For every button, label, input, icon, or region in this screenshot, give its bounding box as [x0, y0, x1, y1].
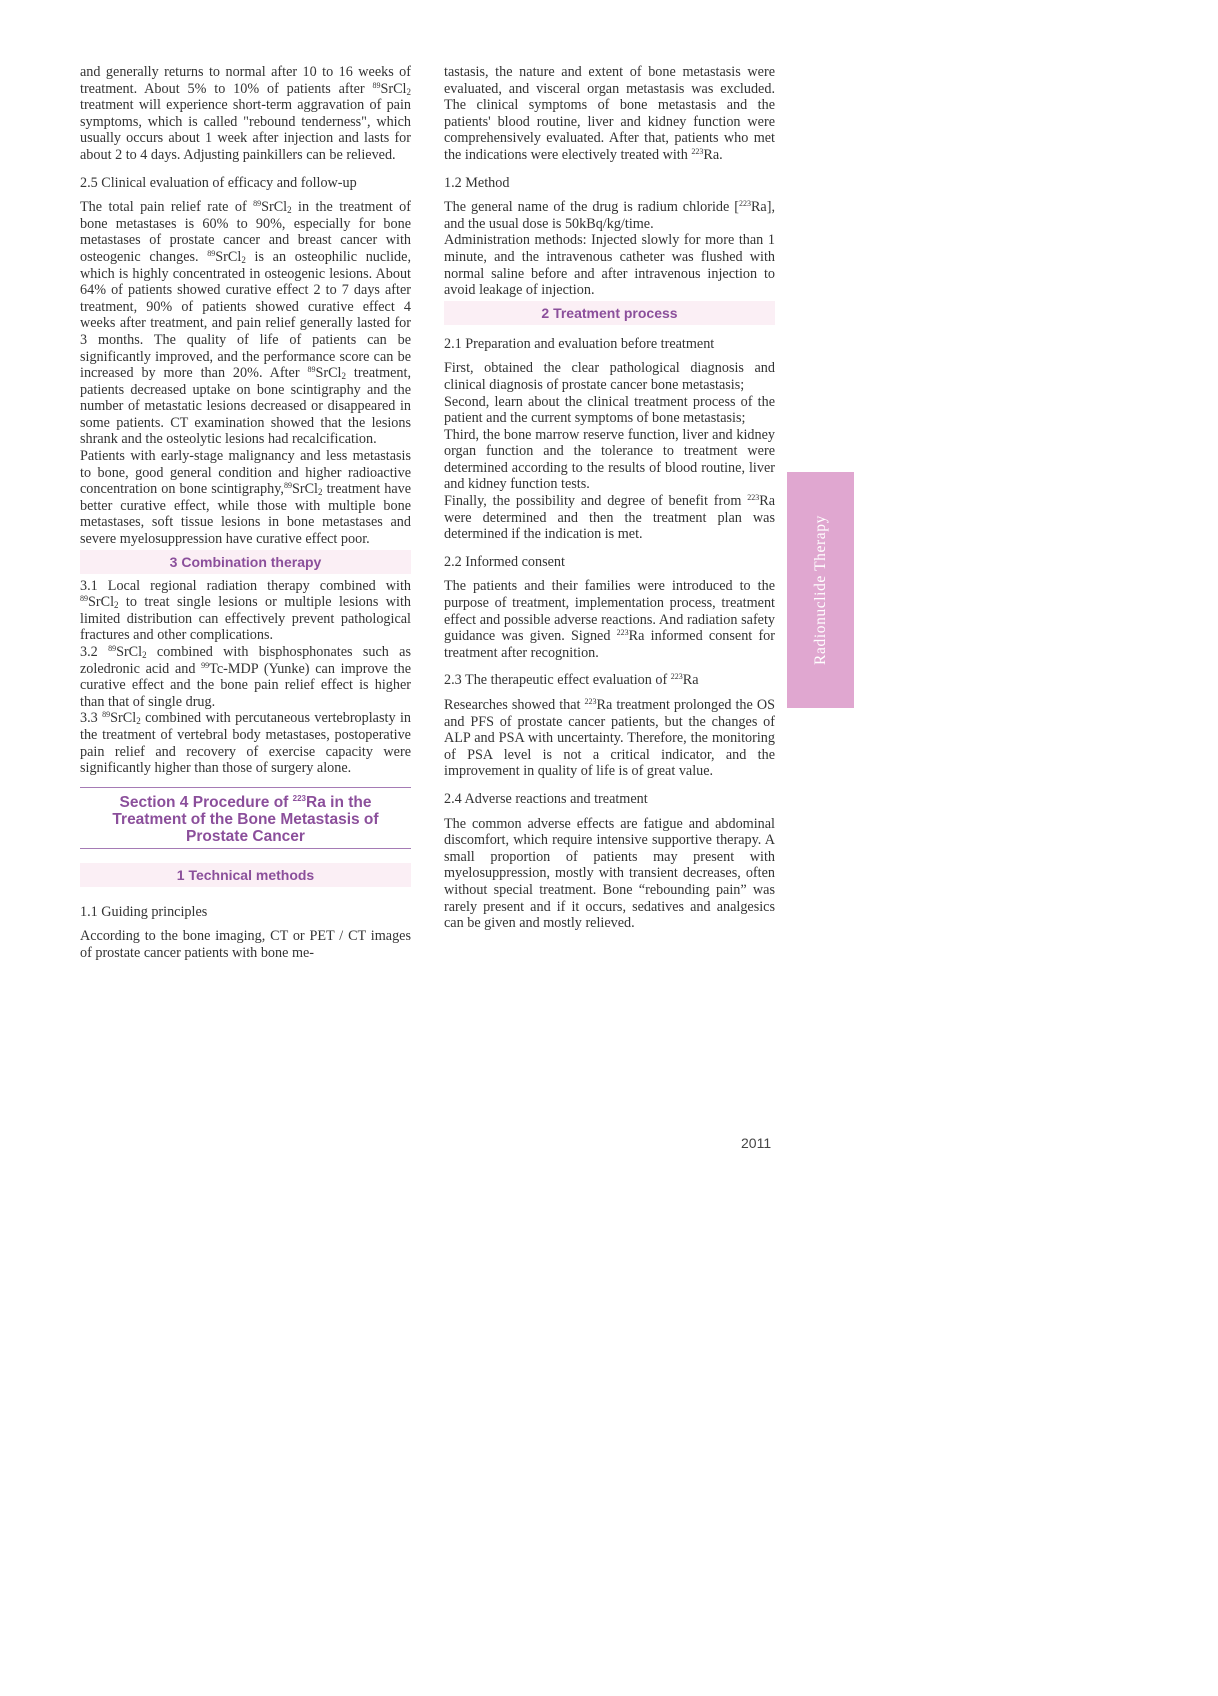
heading-technical-methods: 1 Technical methods — [80, 863, 411, 887]
side-tab-label: Radionuclide Therapy — [811, 515, 829, 665]
paragraph-efficacy: The total pain relief rate of $^{89}$SrCl$_2$ in the treatment of bone metastases is 60% to 90%, especially for bone metastases of prostate cancer and breast cancer with osteogenic changes. $^{89}$SrCl$_2$ is an osteophilic nuclide, which is highly concentrated in osteogenic lesions. About 64% of patients showed curative effect 2 to 7 days after treatment, 90% of patients showed curative effect 4 weeks after treatment, and pain relief generally lasted for 3 months. The quality of life of patients can be significantly improved, and the performance score can be increased by more than 20%. After $^{89}$SrCl$_2$ treatment, patients decreased uptake on bone scintigraphy and the number of metastatic lesions decreased or disappeared in some patients. CT examination showed that the lesions shrank and the osteolytic lesions had recalcification. — [80, 199, 412, 448]
heading-1-1: 1.1 Guiding principles — [80, 903, 208, 920]
side-tab — [787, 472, 854, 708]
paragraph-third: Third, the bone marrow reserve function, liver and kidney organ function and the tolerance to treatment were determined according to the results of blood routine, liver and kidney function tests. — [444, 426, 775, 493]
paragraph-continued: tastasis, the nature and extent of bone metastasis were evaluated, and visceral organ metastasis was excluded. The clinical symptoms of bone metastasis and the patients' blood routine, liver and kidney function were comprehensively evaluated. After that, patients who met the indications were electively treated with $^{223}$Ra. — [444, 64, 775, 163]
heading-2-2: 2.2 Informed consent — [444, 553, 565, 570]
left-column — [80, 64, 411, 962]
heading-2-5: 2.5 Clinical evaluation of efficacy and follow-up — [80, 174, 357, 191]
paragraph-patients: Patients with early-stage malignancy and less metastasis to bone, good general condition and higher radioactive concentration on bone scintigraphy,$^{89}$SrCl$_2$ treatment have better curative effect, while those with multiple bone metastases, soft tissue lesions in bone metastases and severe myelosuppression have curative effect poor. — [80, 448, 412, 548]
page-number: 2011 — [741, 1135, 772, 1151]
heading-2-4: 2.4 Adverse reactions and treatment — [444, 790, 648, 807]
paragraph-first: First, obtained the clear pathological diagnosis and clinical diagnosis of prostate cancer bone metastasis; — [444, 360, 775, 393]
paragraph-guiding-principles: According to the bone imaging, CT or PET / CT images of prostate cancer patients with bone me- — [80, 928, 411, 961]
paragraph-method: The general name of the drug is radium chloride [$^{223}$Ra], and the usual dose is 50kBq/kg/time. — [444, 199, 775, 232]
paragraph-administration: Administration methods: Injected slowly for more than 1 minute, and the intravenous catheter was flushed with normal saline before and after intravenous injection to avoid leakage of injection. — [444, 232, 775, 299]
paragraph-3-3: 3.3 $^{89}$SrCl$_2$ combined with percutaneous vertebroplasty in the treatment of vertebral body metastases, postoperative pain relief and recovery of exercise capacity were significantly higher than those of surgery alone. — [80, 710, 411, 777]
paragraph-3-1: 3.1 Local regional radiation therapy combined with $^{89}$SrCl$_2$ to treat single lesions or multiple lesions with limited distribution can effectively prevent pathological fractures and other complications. — [80, 577, 411, 644]
right-column — [444, 64, 775, 932]
heading-combination-therapy: 3 Combination therapy — [80, 550, 411, 574]
paragraph-consent: The patients and their families were introduced to the purpose of treatment, implementation process, treatment effect and possible adverse reactions. And radiation safety guidance was given. Signed $^{223}$Ra informed consent for treatment after recognition. — [444, 578, 776, 661]
heading-2-3: 2.3 The therapeutic effect evaluation of $^{223}$Ra — [444, 672, 699, 689]
section-title: Section 4 Procedure of $^{223}$Ra in the Treatment of the Bone Metastasis of Prostate Cancer — [80, 787, 411, 849]
paragraph-finally: Finally, the possibility and degree of benefit from $^{223}$Ra were determined and then the treatment plan was determined if the indication is met. — [444, 493, 775, 543]
heading-1-2: 1.2 Method — [444, 174, 510, 191]
paragraph-adverse: The common adverse effects are fatigue and abdominal discomfort, which require intensive supportive therapy. A small proportion of patients may present with myelosuppression, mostly with transient decreases, often without special treatment. Bone “rebounding pain” was rarely present and if it occurs, sedatives and analgesics can be given and mostly relieved. — [444, 815, 775, 932]
paragraph-intro: and generally returns to normal after 10 to 16 weeks of treatment. About 5% to 10% of patients after $^{89}$SrCl$_2$ treatment will experience short-term aggravation of pain symptoms, which is called "rebound tenderness", which usually occurs about 1 week after injection and lasts for about 2 to 4 days. Adjusting painkillers can be relieved. — [80, 64, 411, 163]
paragraph-3-2: 3.2 $^{89}$SrCl$_2$ combined with bisphosphonates such as zoledronic acid and $^{99}$Tc-MDP (Yunke) can improve the curative effect and the bone pain relief effect is higher than that of single drug. — [80, 644, 411, 710]
paragraph-second: Second, learn about the clinical treatment process of the patient and the current symptoms of bone metastasis; — [444, 393, 775, 427]
heading-treatment-process: 2 Treatment process — [444, 301, 775, 325]
heading-2-1: 2.1 Preparation and evaluation before treatment — [444, 335, 715, 352]
paragraph-researches: Researches showed that $^{223}$Ra treatment prolonged the OS and PFS of prostate cancer patients, but the changes of ALP and PSA with uncertainty. Therefore, the monitoring of PSA level is not a critical indicator, and the improvement in quality of life is of great value. — [444, 697, 775, 780]
